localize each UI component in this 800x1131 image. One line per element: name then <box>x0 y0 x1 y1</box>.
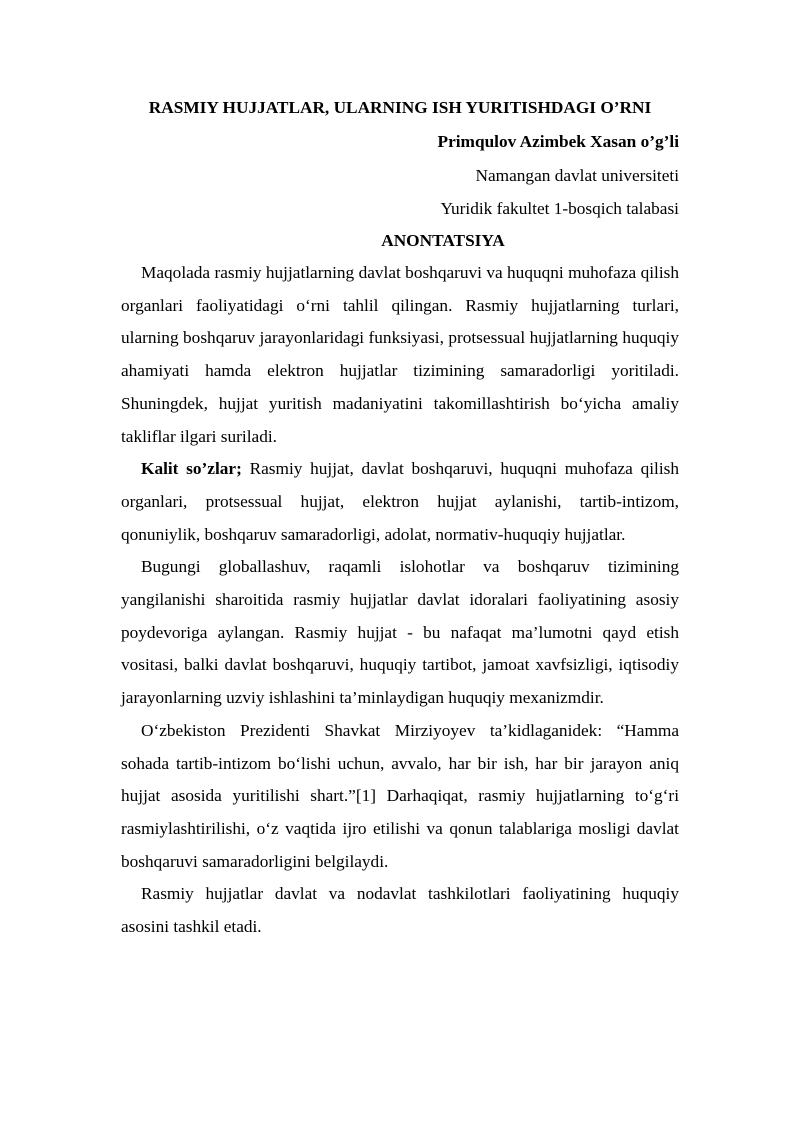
author-faculty: Yuridik fakultet 1-bosqich talabasi <box>440 199 679 218</box>
author-name: Primqulov Azimbek Xasan o’g’li <box>437 132 679 151</box>
abstract-paragraph: Maqolada rasmiy hujjatlarning davlat boshqaruvi va huquqni muhofaza qilish organlari faoliyatidagi o‘rni tahlil qilingan. Rasmiy hujjatlarning turlari, ularning boshqaruv jarayonlaridagi funksiyasi, protsessual hujjatlarning huquqiy ahamiyati hamda elektron hujjatlar tizimining samaradorligi yoritiladi. Shuningdek, hujjat yuritish madaniyatini takomillashtirish bo‘yicha amaliy takliflar ilgari suriladi. <box>121 263 679 446</box>
keywords-paragraph <box>121 453 679 551</box>
paper-body <box>121 257 679 944</box>
paper-title: RASMIY HUJJATLAR, ULARNING ISH YURITISHDAGI O’RNI <box>148 98 652 117</box>
body-paragraph: Rasmiy hujjatlar davlat va nodavlat tashkilotlari faoliyatining huquqiy asosini tashkil etadi. <box>121 884 679 937</box>
author-university: Namangan davlat universiteti <box>475 166 679 185</box>
keywords-text: Rasmiy hujjat, davlat boshqaruvi, huquqni muhofaza qilish organlari, protsessual hujjat, elektron hujjat aylanishi, tartib-intizom, qonuniylik, boshqaruv samaradorligi, adolat, normativ-huquqiy hujjatlar. <box>121 459 679 544</box>
keywords-label: Kalit so’zlar; <box>141 459 242 479</box>
body-paragraph: O‘zbekiston Prezidenti Shavkat Mirziyoyev ta’kidlaganidek: “Hamma sohada tartib-intizom bo‘lishi uchun, avvalo, har bir ish, har bir jarayon aniq hujjat asosida yuritilishi shart.”[1] Darhaqiqat, rasmiy hujjatlarning to‘g‘ri rasmiylashtirilishi, o‘z vaqtida ijro etilishi va qonun talablariga mosligi davlat boshqaruvi samaradorligini belgilaydi. <box>121 720 679 871</box>
body-paragraph: Bugungi globallashuv, raqamli islohotlar va boshqaruv tizimining yangilanishi sharoitida rasmiy hujjatlar davlat idoralari faoliyatining asosiy poydevoriga aylangan. Rasmiy hujjat - bu nafaqat ma’lumotni qayd etish vositasi, balki davlat boshqaruvi, huquqiy tartibot, jamoat xavfsizligi, iqtisodiy jarayonlarning uzviy ishlashini ta’minlaydigan huquqiy mexanizmdir. <box>121 557 679 708</box>
abstract-heading: ANONTATSIYA <box>381 231 505 250</box>
